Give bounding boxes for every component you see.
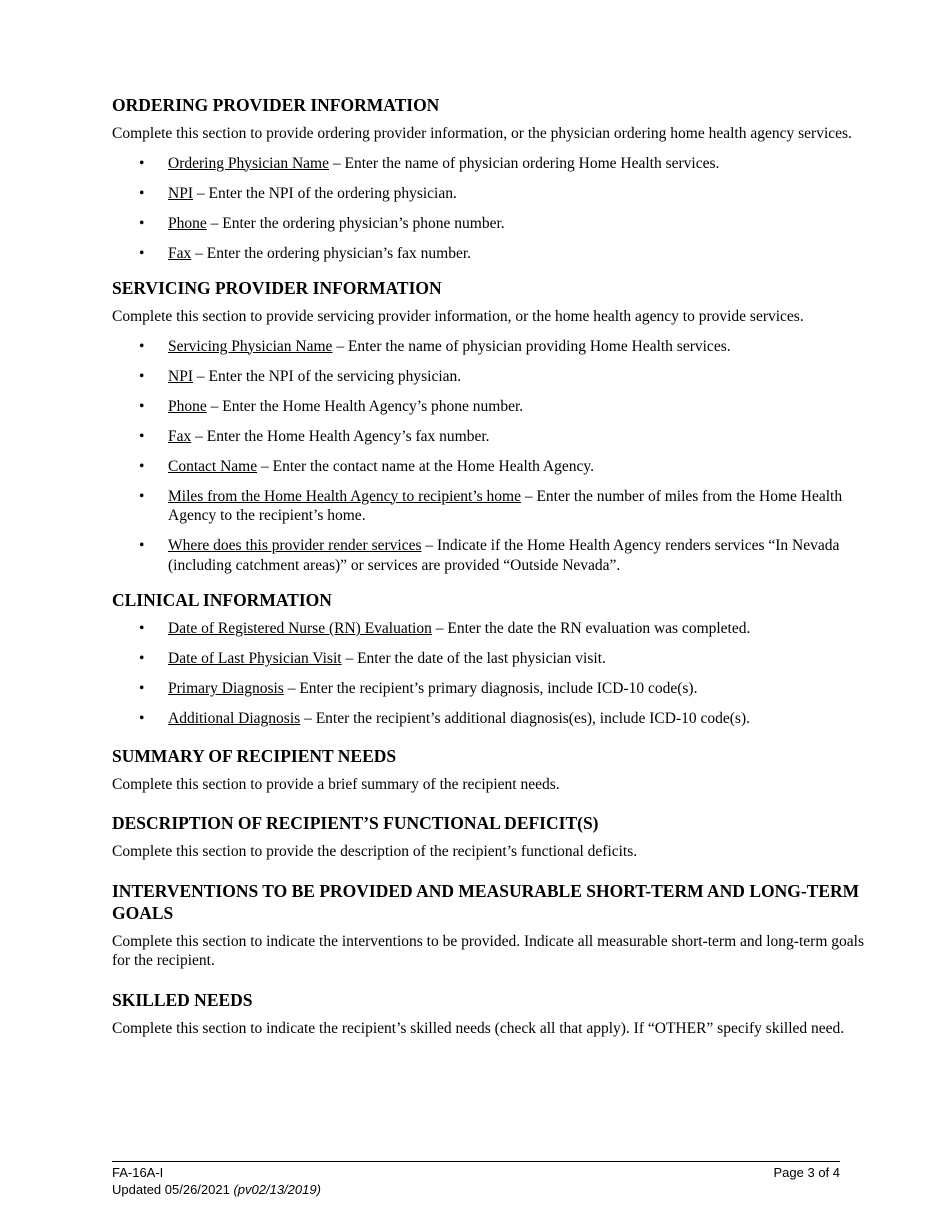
bullet-icon: • [139,710,145,727]
section-summary-of-recipient-needs [112,745,882,795]
section-intro: Complete this section to indicate the recipient’s skilled needs (check all that apply). If “OTHER” specify skilled need. [112,1019,845,1037]
field-term: Where does this provider render services [168,537,422,554]
section-intro: Complete this section to provide a brief summary of the recipient needs. [112,775,560,793]
section-skilled-needs [112,989,882,1039]
section-heading: ORDERING PROVIDER INFORMATION [112,95,440,115]
field-description: – Enter the date the RN evaluation was completed. [431,620,751,637]
field-list-item [112,214,882,234]
field-term: Date of Last Physician Visit [168,650,342,667]
section-clinical-information [112,589,882,729]
field-description: – Enter the ordering physician’s fax number. [191,244,472,262]
section-heading: SUMMARY OF RECIPIENT NEEDS [112,745,397,766]
field-list-item [112,679,882,699]
field-term: Phone [168,214,207,232]
bullet-icon: • [139,184,145,202]
field-list [112,337,882,576]
section-heading: SKILLED NEEDS [112,989,253,1010]
section-intro: Complete this section to provide servicing provider information, or the home health agency to provide services. [112,308,804,325]
field-list-item [112,397,882,417]
field-term: Phone [168,397,207,415]
field-description: – Enter the name of physician providing Home Health services. [332,337,731,355]
field-term: Primary Diagnosis [168,680,284,697]
field-list [112,619,882,729]
field-term: NPI [168,367,193,385]
field-description: – Enter the recipient’s primary diagnosis, include ICD-10 code(s). [283,680,698,697]
field-description: – Enter the ordering physician’s phone number. [206,214,505,232]
field-term: Fax [168,244,192,262]
section-intro: Complete this section to provide ordering provider information, or the physician ordering home health agency services. [112,125,852,142]
section-heading: DESCRIPTION OF RECIPIENT’S FUNCTIONAL DEFICIT(S) [112,813,599,833]
bullet-icon: • [139,367,145,385]
field-list-item [112,184,882,204]
updated-date: Updated 05/26/2021 [112,1182,230,1197]
section-interventions-to-be-provided-and-measura [112,880,882,971]
field-term: Ordering Physician Name [168,154,329,172]
page-number: Page 3 of 4 [773,1165,840,1180]
field-list-item [112,154,882,174]
bullet-icon: • [139,457,145,475]
bullet-icon: • [139,244,145,262]
bullet-icon: • [139,537,145,554]
section-heading: INTERVENTIONS TO BE PROVIDED AND MEASURABLE SHORT-TERM AND LONG-TERM GOALS [112,880,860,923]
page-footer [112,1161,840,1198]
section-heading: SERVICING PROVIDER INFORMATION [112,278,442,298]
field-list-item [112,649,882,669]
bullet-icon: • [139,487,145,505]
field-term: Servicing Physician Name [168,337,333,355]
bullet-icon: • [139,337,145,355]
section-heading: CLINICAL INFORMATION [112,590,332,610]
field-list-item [112,619,882,639]
bullet-icon: • [139,427,145,445]
section-ordering-provider-information [112,94,882,263]
field-description: – Enter the number of miles from the Home Health Agency to the recipient’s home. [168,487,843,524]
field-description: – Enter the recipient’s additional diagnosis(es), include ICD-10 code(s). [300,710,750,727]
field-description: – Enter the Home Health Agency’s phone number. [206,397,524,415]
field-description: – Indicate if the Home Health Agency renders services “In Nevada (including catchment areas)” or services are provided “Outside Nevada”. [168,537,840,574]
field-list-item [112,244,882,264]
field-term: Miles from the Home Health Agency to recipient’s home [168,487,521,505]
field-list [112,154,882,264]
field-description: – Enter the NPI of the servicing physician. [192,367,462,385]
field-term: Contact Name [168,457,258,475]
field-list-item [112,367,882,387]
field-list-item [112,337,882,357]
bullet-icon: • [139,650,145,667]
document-body [112,94,882,1056]
bullet-icon: • [139,397,145,415]
field-description: – Enter the Home Health Agency’s fax number. [191,427,490,445]
section-description-of-recipient-s-functional-de [112,812,882,862]
field-list-item [112,427,882,447]
field-term: Fax [168,427,192,445]
field-description: – Enter the date of the last physician visit. [341,650,606,667]
field-term: Additional Diagnosis [168,710,301,727]
form-id: FA-16A-I [112,1165,164,1180]
bullet-icon: • [139,154,145,172]
field-list-item [112,487,882,526]
field-list-item [112,709,882,729]
section-intro: Complete this section to indicate the interventions to be provided. Indicate all measurable short-term and long-term goals for the recipient. [112,932,864,969]
section-intro: Complete this section to provide the description of the recipient’s functional deficits. [112,843,638,860]
bullet-icon: • [139,680,145,697]
field-term: NPI [168,184,193,202]
previous-version: (pv02/13/2019) [233,1182,321,1197]
field-term: Date of Registered Nurse (RN) Evaluation [168,620,432,637]
field-description: – Enter the contact name at the Home Health Agency. [257,457,594,475]
bullet-icon: • [139,214,145,232]
field-list-item [112,536,882,575]
bullet-icon: • [139,620,145,637]
field-description: – Enter the name of physician ordering Home Health services. [329,154,720,172]
field-list-item [112,457,882,477]
field-description: – Enter the NPI of the ordering physician. [192,184,457,202]
section-servicing-provider-information [112,277,882,575]
